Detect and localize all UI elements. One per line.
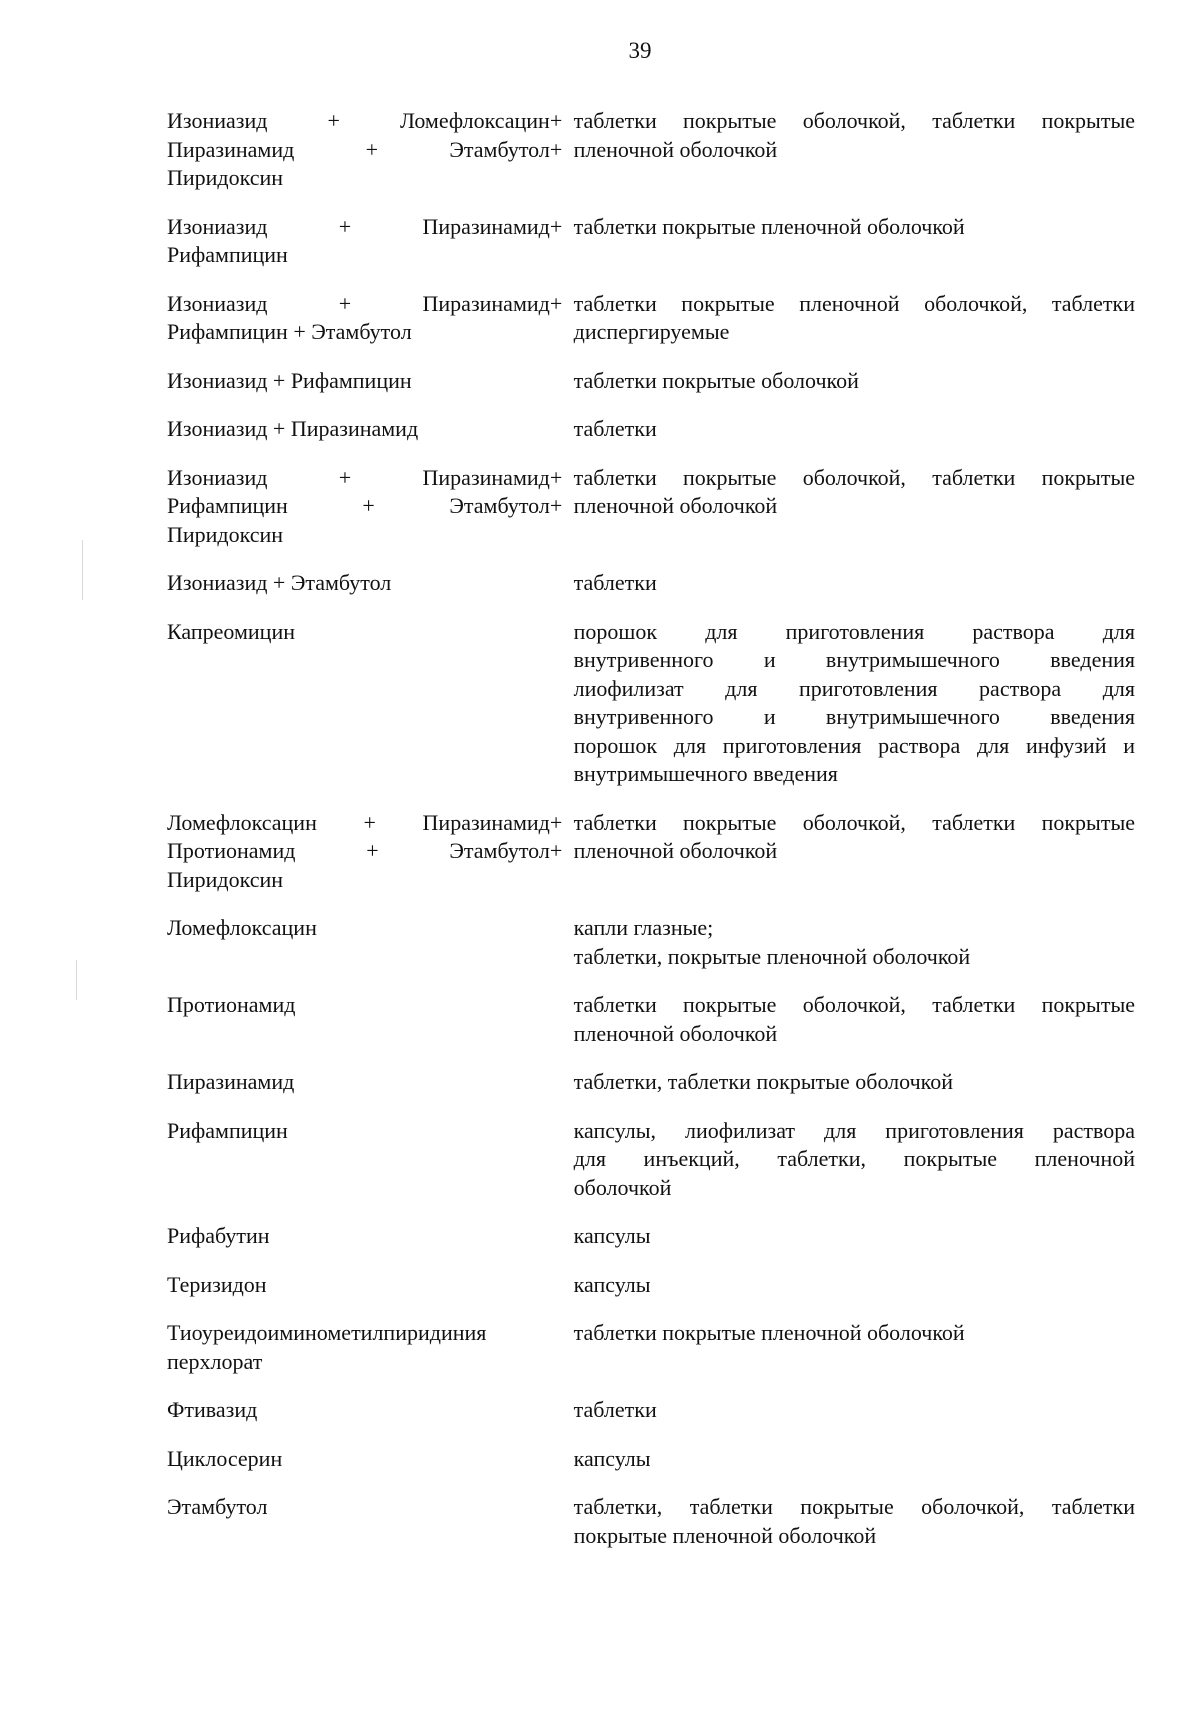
drug-row [167,618,1135,789]
drug-name-line: Пиридоксин [167,521,284,547]
dosage-forms [574,213,1135,242]
scan-artifact [82,540,83,600]
dosage-form-line: внутривенного и внутримышечного введения [573,704,1135,729]
dosage-form-line: таблетки покрытые оболочкой, таблетки покрытые [573,108,1135,133]
drug-row [167,1222,1135,1251]
dosage-form-line: капли глазные; [573,915,714,940]
dosage-form-line: пленочной оболочкой [573,493,778,518]
continuation-plus-column [550,809,574,866]
continuation-plus-column [550,290,574,319]
drug-list [167,107,1135,1570]
dosage-form-line: внутривенного и внутримышечного введения [573,647,1135,672]
continuation-plus: + [549,108,563,133]
drug-row [167,415,1135,444]
drug-name [167,569,550,598]
continuation-plus: + [549,493,563,518]
dosage-forms [574,290,1135,347]
drug-name-line: Изониазид + Пиразинамид [167,213,550,239]
drug-name-line: Рифампицин + Этамбутол [167,493,550,518]
dosage-form-line: пленочной оболочкой [573,838,778,863]
dosage-form-line: капсулы [573,1445,651,1471]
drug-name [167,1445,550,1474]
drug-row [167,1271,1135,1300]
drug-row [167,809,1135,895]
drug-name-line: Ломефлоксацин [167,915,317,940]
continuation-plus-column [550,213,574,242]
drug-name [167,1117,550,1146]
drug-row [167,991,1135,1048]
drug-name-line: Фтивазид [167,1397,258,1422]
dosage-forms [574,618,1135,789]
drug-name-line: Изониазид + Пиразинамид [167,416,419,441]
dosage-form-line: капсулы, лиофилизат для приготовления раствора [573,1117,1135,1143]
drug-row [167,1493,1135,1550]
drug-row [167,213,1135,270]
drug-name [167,809,550,895]
dosage-forms [574,809,1135,866]
drug-name-line: Пиразинамид + Этамбутол [167,136,550,162]
dosage-forms [574,415,1135,444]
drug-name-line: Рифампицин + Этамбутол [167,319,412,344]
dosage-form-line: пленочной оболочкой [573,136,778,162]
dosage-form-line: пленочной оболочкой [573,1020,778,1046]
drug-name-line: Пиридоксин [167,866,284,892]
drug-row [167,569,1135,598]
drug-name [167,415,550,444]
dosage-forms [574,1068,1135,1097]
drug-row [167,1319,1135,1376]
dosage-form-line: для инъекций, таблетки, покрытые пленочной [573,1146,1135,1171]
dosage-forms [574,1117,1135,1203]
drug-name-line: Протионамид [167,992,296,1017]
continuation-plus-column [550,107,574,164]
drug-row [167,1117,1135,1203]
drug-name [167,213,550,270]
continuation-plus: + [549,838,563,863]
continuation-plus: + [549,809,563,835]
drug-name-line: Ломефлоксацин + Пиразинамид [167,809,550,835]
dosage-forms [574,1396,1135,1425]
dosage-forms [574,1445,1135,1474]
drug-row [167,914,1135,971]
drug-name-line: Рифабутин [167,1223,270,1248]
drug-name-line: Изониазид + Пиразинамид [167,464,550,490]
dosage-form-line: покрытые пленочной оболочкой [573,1522,877,1548]
dosage-form-line: таблетки [573,570,657,595]
dosage-form-line: таблетки покрытые пленочной оболочкой [573,213,965,239]
drug-row [167,1068,1135,1097]
drug-name-line: Капреомицин [167,618,295,644]
drug-row [167,1445,1135,1474]
dosage-forms [574,464,1135,521]
drug-name [167,1222,550,1251]
page-number: 39 [628,38,652,63]
scan-artifact [76,960,77,1000]
dosage-forms [574,1493,1135,1550]
dosage-forms [574,367,1135,396]
dosage-form-line: таблетки покрытые пленочной оболочкой [573,1320,965,1345]
drug-row [167,1396,1135,1425]
drug-name [167,464,550,550]
continuation-plus: + [549,464,563,490]
drug-name [167,1396,550,1425]
dosage-form-line: диспергируемые [573,319,730,344]
drug-name [167,991,550,1020]
drug-name-line: Рифампицин [167,1117,288,1143]
dosage-form-line: таблетки, таблетки покрытые оболочкой, таблетки [573,1494,1135,1519]
dosage-form-line: таблетки покрытые оболочкой [573,367,859,393]
dosage-form-line: лиофилизат для приготовления раствора для [573,675,1135,701]
dosage-form-line: капсулы [573,1271,651,1297]
dosage-form-line: таблетки, таблетки покрытые оболочкой [573,1069,953,1094]
drug-name-line: Циклосерин [167,1445,283,1471]
dosage-form-line: таблетки покрытые оболочкой, таблетки покрытые [573,992,1135,1017]
drug-name [167,290,550,347]
drug-name-line: Изониазид + Этамбутол [167,570,392,595]
continuation-plus: + [549,290,563,316]
dosage-form-line: порошок для приготовления раствора для инфузий и [573,732,1135,758]
drug-name-line: Теризидон [167,1271,267,1297]
drug-name-line: Пиридоксин [167,165,284,190]
dosage-form-line: капсулы [573,1223,651,1248]
dosage-forms [574,107,1135,164]
drug-row [167,290,1135,347]
dosage-form-line: таблетки [573,1397,657,1422]
drug-row [167,464,1135,550]
dosage-forms [574,1319,1135,1348]
drug-name [167,367,550,396]
drug-name [167,107,550,193]
drug-name-line: Изониазид + Пиразинамид [167,290,550,316]
drug-name-line: перхлорат [167,1348,263,1374]
drug-name-line: Изониазид + Рифампицин [167,367,412,393]
drug-row [167,367,1135,396]
drug-row [167,107,1135,193]
dosage-forms [574,1271,1135,1300]
drug-name-line: Этамбутол [167,1494,268,1519]
continuation-plus-column [550,464,574,521]
drug-name-line: Пиразинамид [167,1069,295,1094]
dosage-form-line: таблетки покрытые оболочкой, таблетки покрытые [573,464,1135,490]
drug-name [167,1493,550,1522]
drug-name-line: Изониазид + Ломефлоксацин [167,108,550,133]
dosage-forms [574,991,1135,1048]
dosage-form-line: таблетки покрытые оболочкой, таблетки покрытые [573,809,1135,835]
dosage-form-line: порошок для приготовления раствора для [573,618,1135,644]
dosage-form-line: внутримышечного введения [573,761,838,786]
continuation-plus: + [549,136,563,162]
drug-name [167,618,550,647]
drug-name-line: Рифампицин [167,242,288,267]
dosage-forms [574,914,1135,971]
drug-name-line: Протионамид + Этамбутол [167,838,550,863]
continuation-plus: + [549,213,563,239]
dosage-form-line: таблетки [573,416,657,441]
dosage-forms [574,1222,1135,1251]
dosage-form-line: оболочкой [573,1174,672,1200]
dosage-form-line: таблетки, покрытые пленочной оболочкой [573,943,971,969]
dosage-forms [574,569,1135,598]
drug-name [167,1319,550,1376]
drug-name-line: Тиоуреидоиминометилпиридиния [167,1320,487,1345]
dosage-form-line: таблетки покрытые пленочной оболочкой, таблетки [573,290,1135,316]
drug-name [167,914,550,943]
drug-name [167,1068,550,1097]
drug-name [167,1271,550,1300]
